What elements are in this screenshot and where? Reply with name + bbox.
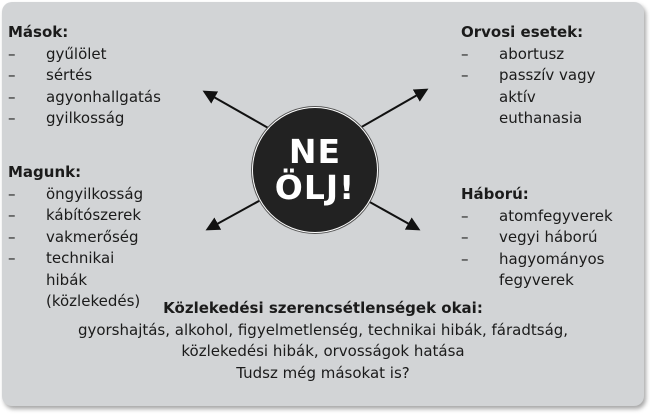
magunk-block	[8, 162, 158, 313]
masok-list	[8, 44, 161, 130]
orvosi-heading: Orvosi esetek:	[461, 23, 584, 41]
magunk-heading: Magunk:	[8, 163, 82, 181]
list-item-text: hagyományos fegyverek	[499, 249, 605, 289]
list-item: – öngyilkosság	[8, 184, 158, 206]
masok-heading: Mások:	[8, 23, 69, 41]
haboru-block	[461, 184, 629, 292]
masok-block	[8, 22, 161, 130]
list-item: – vegyi háború	[461, 227, 629, 249]
center-line-1: NE	[288, 132, 342, 171]
list-item: – gyűlölet	[8, 44, 161, 66]
list-item-text: technikai hibák (közlekedés)	[46, 249, 141, 310]
list-item: – gyilkosság	[8, 108, 161, 130]
arrow-bottom-left	[208, 196, 268, 229]
question: Tudsz még másokat is?	[236, 363, 410, 382]
list-item: – agyonhallgatás	[8, 87, 161, 109]
traffic-causes-title: Közlekedési szerencsétlenségek okai:	[163, 299, 483, 317]
arrow-top-left	[205, 92, 270, 129]
arrow-top-right	[358, 90, 426, 129]
haboru-list	[461, 206, 629, 292]
traffic-causes	[2, 298, 644, 384]
list-item: – atomfegyverek	[461, 206, 629, 228]
orvosi-list	[461, 44, 619, 130]
list-item: – vakmerőség	[8, 227, 158, 249]
list-item	[461, 249, 629, 292]
center-line-2: ÖLJ!	[274, 168, 356, 207]
list-item: – abortusz	[461, 44, 619, 66]
ne-olj-circle	[252, 107, 378, 233]
haboru-heading: Háború:	[461, 185, 529, 203]
list-item: – sértés	[8, 65, 161, 87]
traffic-causes-line-1: gyorshajtás, alkohol, figyelmetlenség, technikai hibák, fáradtság,	[77, 320, 569, 339]
orvosi-block	[461, 22, 619, 130]
diagram-card	[2, 2, 644, 406]
magunk-list	[8, 184, 158, 313]
list-item-text: passzív vagy aktív euthanasia	[499, 66, 596, 127]
traffic-causes-line-2: közlekedési hibák, orvosságok hatása	[181, 342, 465, 360]
list-item	[461, 65, 619, 130]
list-item: – kábítószerek	[8, 205, 158, 227]
